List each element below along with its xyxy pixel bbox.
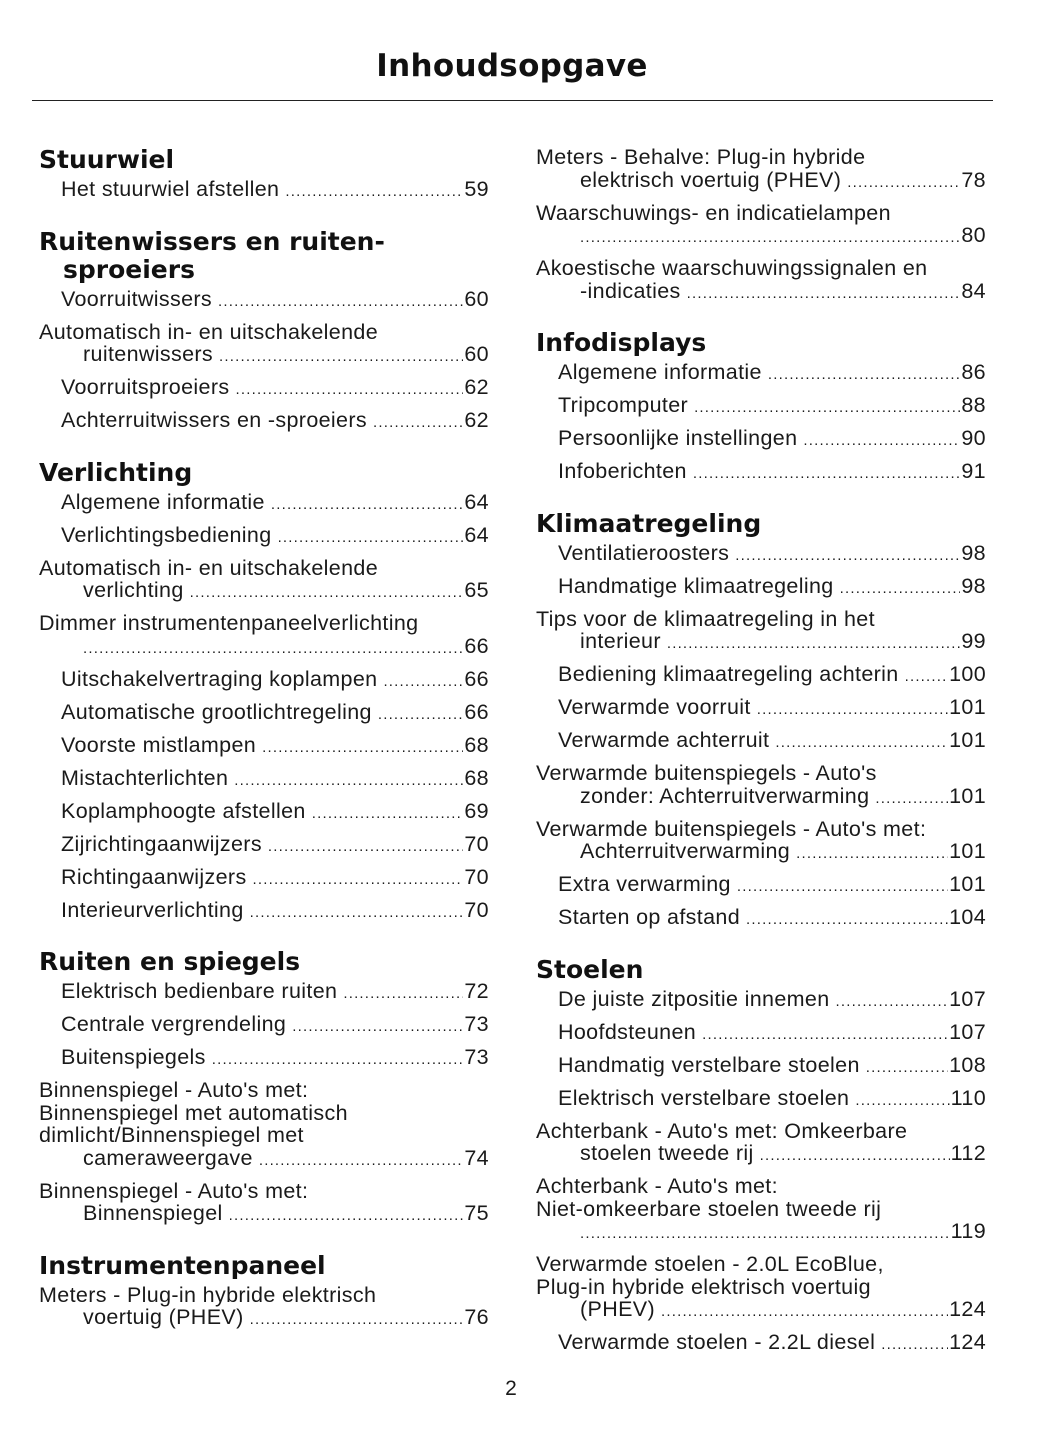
toc-entry-line: Akoestische waarschuwingssignalen en [536,256,928,280]
toc-section-ruitenwissers-en-ruiten-sproeiers [39,228,489,435]
dot-leader [768,361,961,387]
dot-leader [234,767,463,793]
toc-entry-title: Elektrisch bedienbare ruiten [61,979,338,1003]
toc-entry-page: 73 [464,1045,489,1069]
toc-entry-page: 70 [464,897,489,922]
toc-section-verlichting [39,459,489,925]
toc-entry-title: zonder: Achterruitverwarming [580,783,870,808]
toc-entry-page: 73 [464,1012,489,1036]
toc-entry-title: cameraweergave [83,1145,253,1170]
dot-leader [661,1298,948,1324]
toc-entry-page: 66 [464,699,489,724]
toc-entry-page: 80 [961,223,986,247]
toc-entry-page: 65 [464,578,489,602]
toc-entry[interactable] [536,257,986,305]
dot-leader [250,899,464,925]
toc-entry-title: -indicaties [580,278,681,303]
toc-entry-page: 60 [464,286,489,311]
dot-leader [855,1087,949,1113]
dot-leader [875,785,948,811]
toc-entry-page: 101 [949,783,986,808]
toc-entry-page: 107 [949,1019,986,1044]
dot-leader [271,491,464,517]
dot-leader [235,376,463,402]
dot-leader [580,1220,950,1246]
toc-entry-title: Ventilatieroosters [558,540,730,565]
dot-leader [760,1142,950,1168]
toc-entry[interactable] [39,1079,489,1172]
toc-entry[interactable] [39,668,489,694]
toc-entry[interactable] [39,321,489,369]
toc-entry-line: Binnenspiegel - Auto's met: [39,1078,309,1102]
toc-entry-page: 98 [961,540,986,565]
toc-right-column [536,146,986,1381]
toc-entry-title: Richtingaanwijzers [61,864,247,889]
toc-entry-title: Verwarmde stoelen - 2.2L diesel [558,1330,876,1354]
toc-entry-title: Verwarmde achterruit [558,728,770,752]
toc-entry-title: verlichting [83,578,184,602]
page-title: Inhoudsopgave [376,48,648,84]
toc-entry-line: Niet-omkeerbare stoelen tweede rij [536,1196,882,1221]
toc-entry[interactable] [536,146,986,194]
toc-entry-title: Voorruitwissers [61,286,213,311]
dot-leader [218,288,463,314]
toc-entry-page: 68 [464,732,489,757]
dot-leader [229,1202,464,1228]
toc-entry[interactable] [536,1087,986,1113]
toc-entry-page: 66 [464,633,489,658]
toc-entry-page: 69 [464,798,489,823]
toc-entry-page: 68 [464,765,489,790]
toc-entry[interactable] [39,524,489,550]
toc-entry-title: De juiste zitpositie innemen [558,986,830,1011]
toc-entry[interactable] [536,1120,986,1168]
toc-entry[interactable] [536,608,986,656]
toc-entry-title: Handmatige klimaatregeling [558,573,834,598]
toc-entry[interactable] [536,762,986,810]
toc-entry-page: 91 [961,459,986,483]
toc-entry-line: Dimmer instrumentenpaneelverlichting [39,611,419,635]
toc-entry-page: 64 [464,489,489,514]
toc-entry-title: Mistachterlichten [61,765,229,790]
toc-entry-title: Voorste mistlampen [61,732,257,757]
dot-leader [212,1046,464,1072]
toc-entry[interactable] [536,460,986,486]
dot-leader [905,663,949,689]
dot-leader [693,460,961,486]
toc-entry-page: 62 [464,408,489,432]
toc-entry-page: 101 [949,728,986,752]
toc-entry[interactable] [39,1046,489,1072]
toc-entry-title: Koplamphoogte afstellen [61,798,306,823]
toc-entry[interactable] [39,491,489,517]
dot-leader [667,630,961,656]
toc-entry-title: Centrale vergrendeling [61,1012,287,1036]
toc-entry-title: Achterruitwissers en -sproeiers [61,408,367,432]
toc-entry-page: 99 [961,629,986,653]
toc-entry-title: Elektrisch verstelbare stoelen [558,1085,850,1110]
toc-entry-page: 74 [464,1145,489,1170]
toc-entry[interactable] [39,866,489,892]
toc-entry-line: Plug-in hybride elektrisch voertuig [536,1274,871,1299]
toc-entry-page: 70 [464,831,489,856]
toc-entry-line: Meters - Plug-in hybride elektrisch [39,1282,377,1307]
dot-leader [250,1306,464,1332]
dot-leader [219,343,463,369]
section-heading: Infodisplays [536,328,707,357]
toc-entry-title: Voorruitsproeiers [61,375,230,399]
toc-entry[interactable] [536,663,986,689]
toc-entry[interactable] [39,767,489,793]
toc-entry-page: 78 [961,167,986,192]
toc-section-instrumentenpaneel [39,1252,489,1332]
dot-leader [796,840,948,866]
toc-entry-title: Persoonlijke instellingen [558,426,798,450]
toc-entry-page: 124 [949,1297,986,1321]
toc-entry-page: 66 [464,666,489,691]
toc-entry-page: 101 [949,872,986,896]
dot-leader [580,224,960,250]
toc-section-stoelen [536,956,986,1357]
dot-leader [312,800,464,826]
dot-leader [694,394,960,420]
toc-entry-title: voertuig (PHEV) [83,1305,244,1329]
dot-leader [881,1331,948,1357]
toc-entry-line: Waarschuwings- en indicatielampen [536,200,891,225]
dot-leader [803,427,960,453]
toc-entry-title: Uitschakelvertraging koplampen [61,666,378,691]
toc-entry-page: 124 [949,1330,986,1354]
dot-leader [840,575,961,601]
toc-left-column [39,146,489,1356]
toc-entry-page: 107 [949,986,986,1011]
toc-entry[interactable] [536,361,986,387]
toc-entry-page: 59 [464,177,489,201]
toc-entry-title: Hoofdsteunen [558,1019,697,1044]
toc-entry-title: (PHEV) [580,1297,655,1321]
toc-entry-title: Binnenspiegel [83,1201,223,1225]
dot-leader [253,866,464,892]
toc-entry-page: 76 [464,1305,489,1329]
toc-entry-title: Achterruitverwarming [580,839,791,863]
section-heading: Klimaatregeling [536,508,762,538]
dot-leader [757,696,948,722]
toc-entry[interactable] [536,696,986,722]
dot-leader [866,1054,948,1080]
toc-entry[interactable] [39,701,489,727]
toc-section-infodisplays [536,329,986,486]
section-heading: Instrumentenpaneel [39,1250,326,1280]
toc-entry[interactable] [39,288,489,314]
dot-leader [373,409,463,435]
dot-leader [383,668,463,694]
toc-entry-title: Automatische grootlichtregeling [61,699,372,724]
toc-entry[interactable] [39,734,489,760]
toc-entry-title: Starten op afstand [558,905,741,929]
toc-entry-title: stoelen tweede rij [580,1141,754,1165]
toc-entry[interactable] [536,394,986,420]
dot-leader [83,635,463,661]
toc-entry-line: Binnenspiegel met automatisch [39,1100,348,1125]
toc-entry-page: 110 [950,1085,986,1110]
toc-entry-line: Tips voor de klimaatregeling in het [536,606,875,631]
toc-entry-page: 84 [961,278,986,303]
section-heading: Ruiten en spiegels [39,947,301,976]
toc-entry[interactable] [536,575,986,601]
toc-entry-page: 98 [961,573,986,598]
toc-entry-title: Algemene informatie [61,489,265,514]
toc-section-stuurwiel [39,146,489,204]
dot-leader [775,729,948,755]
title-divider [32,100,993,101]
toc-entry[interactable] [39,557,489,605]
dot-leader [847,169,960,195]
dot-leader [836,988,949,1014]
toc-entry-title: Algemene informatie [558,360,762,384]
toc-entry[interactable] [39,409,489,435]
toc-entry-line: Automatisch in- en uitschakelende [39,319,379,344]
toc-entry[interactable] [39,1013,489,1039]
toc-section-continued [536,146,986,305]
toc-entry[interactable] [536,542,986,568]
toc-entry-page: 108 [949,1052,986,1077]
dot-leader [292,1013,463,1039]
toc-entry[interactable] [536,1054,986,1080]
toc-entry-title: Verwarmde voorruit [558,695,751,719]
toc-entry[interactable] [39,612,489,660]
dot-leader [262,734,463,760]
toc-entry-title: Handmatig verstelbare stoelen [558,1052,860,1077]
toc-entry-page: 64 [464,522,489,547]
toc-entry-page: 72 [464,979,489,1003]
toc-entry-title: elektrisch voertuig (PHEV) [580,167,842,192]
toc-entry-title: Bediening klimaatregeling achterin [558,662,899,686]
toc-entry-title: Het stuurwiel afstellen [61,177,280,201]
dot-leader [702,1021,948,1047]
dot-leader [259,1147,464,1173]
toc-entry-title: Interieurverlichting [61,897,244,922]
toc-entry-line: Achterbank - Auto's met: Omkeerbare [536,1118,908,1143]
dot-leader [746,906,948,932]
dot-leader [278,524,464,550]
toc-entry[interactable] [536,1253,986,1324]
section-heading: Stuurwiel [39,145,175,174]
toc-entry-line: Binnenspiegel - Auto's met: [39,1178,309,1203]
toc-entry[interactable] [39,800,489,826]
toc-entry-page: 60 [464,342,489,366]
toc-entry[interactable] [536,427,986,453]
toc-section-ruiten-en-spiegels [39,948,489,1228]
toc-entry-page: 100 [949,662,986,686]
toc-entry-page: 70 [464,864,489,889]
toc-entry[interactable] [39,1284,489,1332]
toc-entry-page: 86 [961,360,986,384]
toc-entry-page: 104 [949,905,986,929]
dot-leader [378,701,464,727]
dot-leader [285,178,463,204]
page-number: 2 [505,1377,517,1400]
toc-entry-title: Zijrichtingaanwijzers [61,831,262,856]
toc-entry-page: 101 [949,695,986,719]
toc-entry-page: 90 [961,426,986,450]
section-heading: Verlichting [39,457,193,487]
toc-section-klimaatregeling [536,510,986,932]
toc-entry[interactable] [536,729,986,755]
toc-entry[interactable] [39,980,489,1006]
toc-entry-title: Infoberichten [558,459,687,483]
dot-leader [343,980,463,1006]
toc-entry-line: dimlicht/Binnenspiegel met [39,1123,304,1147]
toc-entry-page: 119 [950,1219,986,1243]
toc-entry[interactable] [536,906,986,932]
toc-entry[interactable] [536,1331,986,1357]
toc-entry-title: interieur [580,629,661,653]
section-heading: Ruitenwissers en ruiten- sproeiers [39,226,385,284]
toc-entry-page: 112 [950,1141,986,1165]
toc-entry[interactable] [536,202,986,250]
toc-entry[interactable] [536,873,986,899]
toc-entry[interactable] [39,899,489,925]
toc-entry-title: Extra verwarming [558,872,731,896]
toc-entry-page: 101 [949,839,986,863]
toc-entry[interactable] [39,376,489,402]
toc-entry[interactable] [39,1180,489,1228]
toc-entry-page: 88 [961,393,986,417]
toc-entry-line: Verwarmde buitenspiegels - Auto's [536,761,877,785]
toc-entry-line: Automatisch in- en uitschakelende [39,555,379,580]
toc-entry-line: Meters - Behalve: Plug-in hybride [536,145,866,169]
dot-leader [687,280,961,306]
dot-leader [268,833,463,859]
toc-entry[interactable] [536,988,986,1014]
toc-entry-page: 75 [464,1201,489,1225]
toc-entry[interactable] [39,178,489,204]
toc-entry-line: Achterbank - Auto's met: [536,1174,778,1198]
toc-entry-title: Buitenspiegels [61,1045,206,1069]
toc-entry-title: Tripcomputer [558,393,689,417]
toc-entry[interactable] [39,833,489,859]
toc-entry-title: ruitenwissers [83,342,214,366]
dot-leader [737,873,948,899]
toc-entry[interactable] [536,1021,986,1047]
toc-entry-page: 62 [464,375,489,399]
toc-entry-line: Verwarmde buitenspiegels - Auto's met: [536,816,927,841]
toc-entry[interactable] [536,1175,986,1246]
toc-entry-title: Verlichtingsbediening [61,522,272,547]
toc-entry[interactable] [536,818,986,866]
section-heading: Stoelen [536,954,644,984]
toc-entry-line: Verwarmde stoelen - 2.0L EcoBlue, [536,1252,884,1276]
dot-leader [735,542,960,568]
dot-leader [190,579,464,605]
